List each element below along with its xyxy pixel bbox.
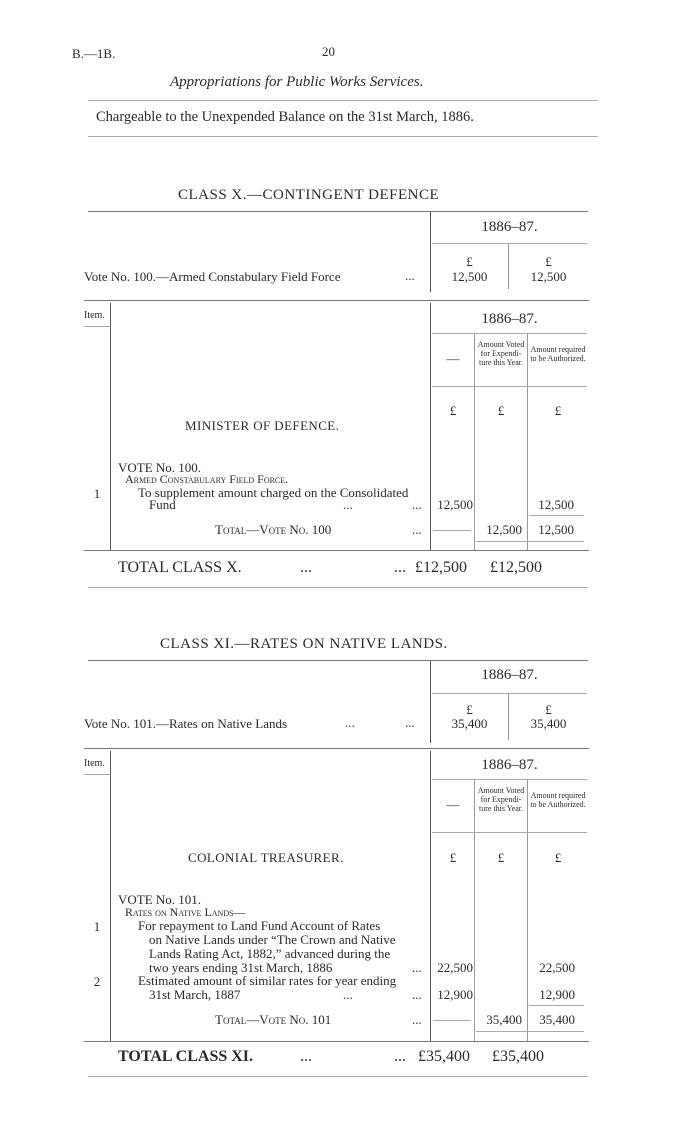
item-description: Lands Rating Act, 1882,” advanced during the xyxy=(149,946,391,961)
table-rule xyxy=(84,748,589,749)
column-rule xyxy=(110,751,111,1041)
column-rule xyxy=(430,661,431,743)
leader-dots: ... xyxy=(343,987,353,1002)
item-description: Fund xyxy=(149,497,176,512)
table-rule xyxy=(476,1031,584,1032)
amount-required-header: Amount required to be Authorized. xyxy=(530,791,586,809)
leader-dots: ... xyxy=(412,497,422,512)
item-number: 2 xyxy=(93,974,101,989)
pound-sign: £ xyxy=(554,403,562,418)
divider xyxy=(88,1076,588,1077)
vote-heading: VOTE No. 101. xyxy=(118,892,202,907)
vote-subhead: Armed Constabulary Field Force. xyxy=(125,472,289,486)
item-column-header: Item. xyxy=(84,310,105,321)
item-description: two years ending 31st March, 1886 xyxy=(149,960,333,975)
table-rule xyxy=(476,541,584,542)
leader-dots: ... xyxy=(345,715,355,730)
column-rule xyxy=(508,694,509,740)
table-rule xyxy=(432,693,587,694)
leader-dots: ... xyxy=(394,559,406,576)
pound-sign: £ xyxy=(554,850,562,865)
column-rule xyxy=(430,212,431,292)
vote-line-required: 35,400 xyxy=(530,716,567,731)
item-number: 1 xyxy=(93,486,101,501)
item-amount: 12,900 xyxy=(437,987,473,1002)
nil-rule xyxy=(433,530,471,531)
table-rule xyxy=(432,333,587,334)
item-description: For repayment to Land Fund Account of Rates xyxy=(138,918,381,933)
class-xi-title: CLASS XI.—RATES ON NATIVE LANDS. xyxy=(160,636,448,652)
vote-heading: VOTE No. 100. xyxy=(118,460,202,475)
item-amount: 12,500 xyxy=(437,497,473,512)
column-rule xyxy=(474,780,475,1041)
leader-dots: ... xyxy=(412,960,422,975)
amount-voted-header: Amount Voted for Expendi- ture this Year. xyxy=(477,340,525,367)
table-rule xyxy=(88,660,588,661)
class-total-voted: £35,400 xyxy=(418,1048,470,1065)
year-header: 1886–87. xyxy=(481,667,538,683)
dash-header: — xyxy=(446,351,460,366)
pound-sign: £ xyxy=(545,702,552,717)
class-total-required: £35,400 xyxy=(492,1048,544,1065)
year-header: 1886–87. xyxy=(481,757,538,773)
leader-dots: ... xyxy=(412,522,422,537)
leader-dots: ... xyxy=(412,987,422,1002)
leader-dots: ... xyxy=(412,1012,422,1027)
total-vote-required: 35,400 xyxy=(539,1012,575,1027)
vote-line-label: Vote No. 101.—Rates on Native Lands xyxy=(84,716,288,731)
item-description: To supplement amount charged on the Consolidated xyxy=(138,485,409,500)
year-header: 1886–87. xyxy=(481,219,538,235)
minister-heading: COLONIAL TREASURER. xyxy=(188,850,344,865)
document-ref: B.—1B. xyxy=(72,46,116,61)
page-title: Appropriations for Public Works Services. xyxy=(170,74,424,90)
column-rule xyxy=(430,751,431,1041)
table-rule xyxy=(529,515,584,516)
table-rule xyxy=(84,550,589,551)
dash-header: — xyxy=(446,797,460,812)
item-number: 1 xyxy=(93,919,101,934)
pound-sign: £ xyxy=(545,254,552,269)
pound-sign: £ xyxy=(449,850,457,865)
column-rule xyxy=(110,303,111,550)
total-vote-required: 12,500 xyxy=(538,522,574,537)
table-rule xyxy=(432,832,587,833)
pound-sign: £ xyxy=(497,403,505,418)
pound-sign: £ xyxy=(449,403,457,418)
leader-dots: ... xyxy=(405,268,415,283)
item-description: Estimated amount of similar rates for year ending xyxy=(138,973,397,988)
table-rule xyxy=(432,386,587,387)
pound-sign: £ xyxy=(497,850,505,865)
class-total-required: £12,500 xyxy=(490,559,542,576)
divider xyxy=(88,136,598,137)
vote-line-voted: 12,500 xyxy=(451,269,488,284)
vote-line-voted: 35,400 xyxy=(451,716,488,731)
table-rule xyxy=(432,779,587,780)
total-vote-voted: 35,400 xyxy=(486,1012,522,1027)
class-total-voted: £12,500 xyxy=(415,559,467,576)
minister-heading: MINISTER OF DEFENCE. xyxy=(185,418,340,433)
leader-dots: ... xyxy=(394,1048,406,1065)
table-rule xyxy=(84,774,110,775)
leader-dots: ... xyxy=(300,559,312,576)
item-required: 22,500 xyxy=(539,960,575,975)
leader-dots: ... xyxy=(300,1048,312,1065)
page-number: 20 xyxy=(322,44,335,59)
divider xyxy=(88,587,588,588)
item-column-header: Item. xyxy=(84,758,105,769)
item-required: 12,500 xyxy=(538,497,574,512)
page-subtitle: Chargeable to the Unexpended Balance on the 31st March, 1886. xyxy=(96,109,474,125)
divider xyxy=(88,100,598,101)
item-description: on Native Lands under “The Crown and Native xyxy=(149,932,396,947)
amount-voted-header: Amount Voted for Expendi- ture this Year. xyxy=(477,786,525,813)
leader-dots: ... xyxy=(343,497,353,512)
leader-dots: ... xyxy=(405,715,415,730)
column-rule xyxy=(474,334,475,550)
table-rule xyxy=(88,211,588,212)
total-vote-label: Total—Vote No. 101 xyxy=(215,1012,332,1027)
column-rule xyxy=(527,334,528,550)
column-rule xyxy=(527,780,528,1041)
total-vote-voted: 12,500 xyxy=(486,522,522,537)
amount-required-header: Amount required to be Authorized. xyxy=(530,345,586,363)
vote-subhead: Rates on Native Lands— xyxy=(125,905,246,919)
item-amount: 22,500 xyxy=(437,960,473,975)
item-description: 31st March, 1887 xyxy=(149,987,241,1002)
class-total-label: TOTAL CLASS XI. xyxy=(118,1048,254,1065)
total-vote-label: Total—Vote No. 100 xyxy=(215,522,332,537)
item-required: 12,900 xyxy=(539,987,575,1002)
column-rule xyxy=(508,244,509,289)
nil-rule xyxy=(433,1020,471,1021)
pound-sign: £ xyxy=(466,254,473,269)
table-rule xyxy=(432,243,587,244)
table-rule xyxy=(84,300,589,301)
year-header: 1886–87. xyxy=(481,311,538,327)
class-x-title: CLASS X.—CONTINGENT DEFENCE xyxy=(178,187,440,203)
class-total-label: TOTAL CLASS X. xyxy=(118,559,242,576)
table-rule xyxy=(529,1005,584,1006)
column-rule xyxy=(430,303,431,550)
table-rule xyxy=(84,326,110,327)
table-rule xyxy=(84,1041,589,1042)
vote-line-required: 12,500 xyxy=(530,269,567,284)
pound-sign: £ xyxy=(466,702,473,717)
vote-line-label: Vote No. 100.—Armed Constabulary Field Force xyxy=(84,269,341,284)
